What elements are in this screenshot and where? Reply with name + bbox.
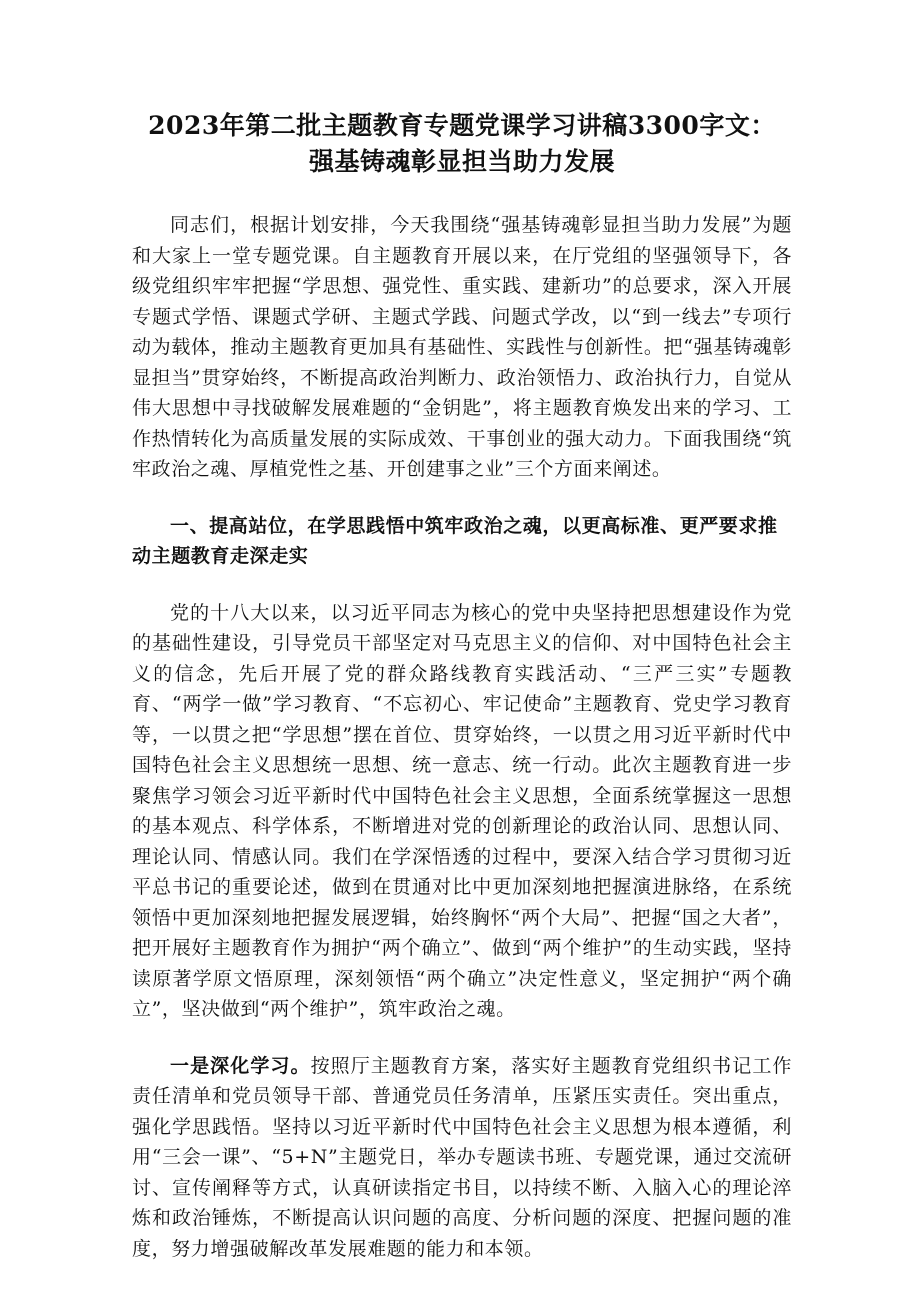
document-title bbox=[132, 108, 792, 180]
section-1-heading: 一、提高站位，在学思践悟中筑牢政治之魂，以更高标准、更严要求推动主题教育走深走实 bbox=[132, 514, 778, 567]
point-1-paragraph bbox=[132, 1051, 792, 1265]
point-1-body: 按照厅主题教育方案，落实好主题教育党组织书记工作责任清单和党员领导干部、普通党员任务清单，压紧压实责任。突出重点，强化学思践悟。坚持以习近平新时代中国特色社会主义思想为根本遵循，利用“三会一课”、“5+N”主题党日，举办专题读书班、专题党课，通过交流研讨、宣传阐释等方式，认真研读指定书目，以持续不断、入脑入心的理论淬炼和政治锤炼，不断提高认识问题的高度、分析问题的深度、把握问题的准度，努力增强破解改革发展难题的能力和本领。 bbox=[132, 1054, 792, 1260]
point-1-lead: 一是深化学习。 bbox=[170, 1054, 311, 1077]
paragraph-gap bbox=[132, 1025, 792, 1051]
section-1-paragraph: 党的十八大以来，以习近平同志为核心的党中央坚持把思想建设作为党的基础性建设，引导党员干部坚定对马克思主义的信仰、对中国特色社会主义的信念，先后开展了党的群众路线教育实践活动、“三严三实”专题教育、“两学一做”学习教育、“不忘初心、牢记使命”主题教育、党史学习教育等，一以贯之把“学思想”摆在首位、贯穿始终，一以贯之用习近平新时代中国特色社会主义思想统一思想、统一意志、统一行动。此次主题教育进一步聚焦学习领会习近平新时代中国特色社会主义思想，全面系统掌握这一思想的基本观点、科学体系，不断增进对党的创新理论的政治认同、思想认同、理论认同、情感认同。我们在学深悟透的过程中，要深入结合学习贯彻习近平总书记的重要论述，做到在贯通对比中更加深刻地把握演进脉络，在系统领悟中更加深刻地把握发展逻辑，始终胸怀“两个大局”、把握“国之大者”，把开展好主题教育作为拥护“两个确立”、做到“两个维护”的生动实践，坚持读原著学原文悟原理，深刻领悟“两个确立”决定性意义，坚定拥护“两个确立”，坚决做到“两个维护”，筑牢政治之魂。 bbox=[132, 601, 792, 1020]
intro-paragraph: 同志们，根据计划安排，今天我围绕“强基铸魂彰显担当助力发展”为题和大家上一堂专题党课。自主题教育开展以来，在厅党组的坚强领导下，各级党组织牢牢把握“学思想、强党性、重实践、建新功”的总要求，深入开展专题式学悟、课题式学研、主题式学践、问题式学改，以“到一线去”专项行动为载体，推动主题教育更加具有基础性、实践性与创新性。把“强基铸魂彰显担当”贯穿始终，不断提高政治判断力、政治领悟力、政治执行力，自觉从伟大思想中寻找破解发展难题的“金钥匙”，将主题教育焕发出来的学习、工作热情转化为高质量发展的实际成效、干事创业的强大动力。下面我围绕“筑牢政治之魂、厚植党性之基、开创建事之业”三个方面来阐述。 bbox=[132, 214, 792, 480]
title-line-2: 强基铸魂彰显担当助力发展 bbox=[308, 147, 615, 176]
title-line-1: 2023年第二批主题教育专题党课学习讲稿3300字文： bbox=[148, 111, 776, 140]
